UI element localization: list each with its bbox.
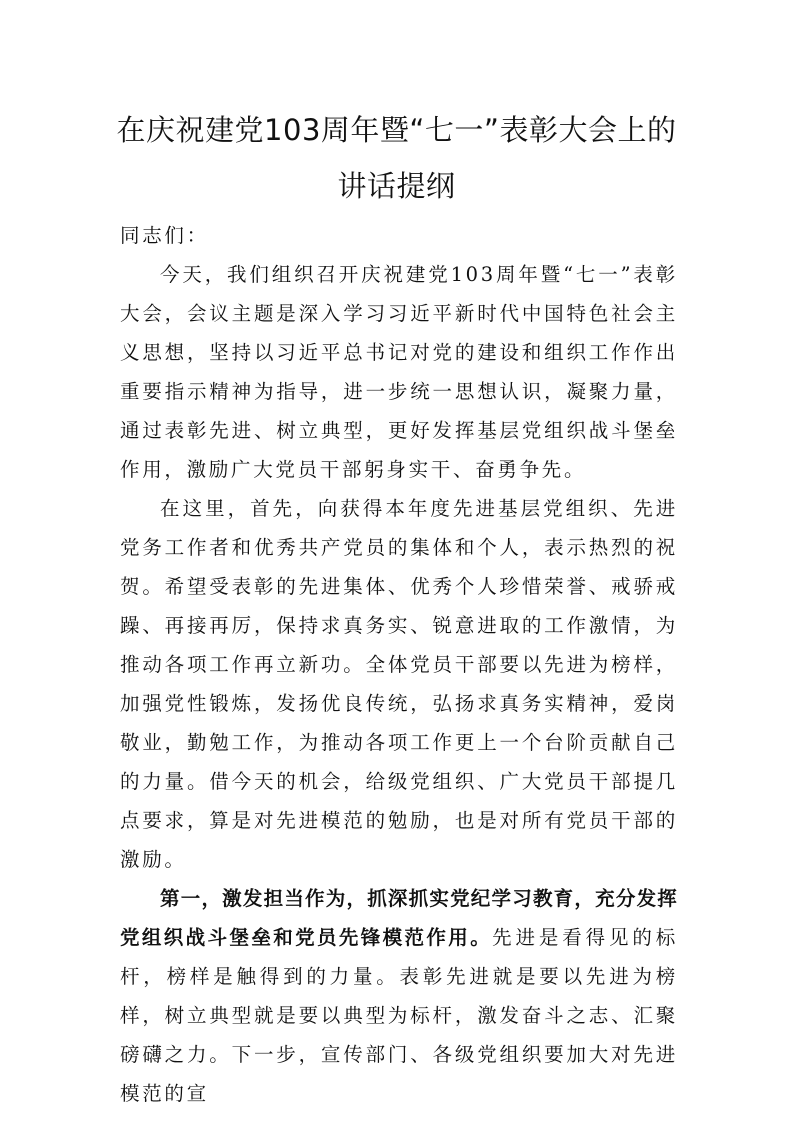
paragraph-3-text: 先进是看得见的标杆，榜样是触得到的力量。表彰先进就是要以先进为榜样，树立典型就是要以典型为标杆，激发奋斗之志、汇聚磅礴之力。下一步，宣传部门、各级党组织要加大对先进模范的宣 xyxy=(120,926,678,1105)
document-title-line-1: 在庆祝建党103周年暨“七一”表彰大会上的 xyxy=(116,113,677,147)
paragraph-1-text: 今天，我们组织召开庆祝建党103周年暨“七一”表彰大会，会议主题是深入学习习近平新时代中国特色社会主义思想，坚持以习近平总书记对党的建设和组织工作作出重要指示精神为指导，进一步统一思想认识，凝聚力量，通过表彰先进、树立典型，更好发挥基层党组织战斗堡垒作用，激励广大党员干部躬身实干、奋勇争先。 xyxy=(120,263,678,481)
paragraph-2-text: 在这里，首先，向获得本年度先进基层党组织、先进党务工作者和优秀共产党员的集体和个人，表示热烈的祝贺。希望受表彰的先进集体、优秀个人珍惜荣誉、戒骄戒躁、再接再厉，保持求真务实、锐意进取的工作激情，为推动各项工作再立新功。全体党员干部要以先进为榜样，加强党性锻炼，发扬优良传统，弘扬求真务实精神，爱岗敬业，勤勉工作，为推动各项工作更上一个台阶贡献自己的力量。借今天的机会，给级党组织、广大党员干部提几点要求，算是对先进模范的勉励，也是对所有党员干部的激励。 xyxy=(120,497,678,871)
document-body xyxy=(120,255,678,1113)
paragraph-3 xyxy=(120,879,678,1113)
paragraph-1 xyxy=(120,255,678,489)
paragraph-3-heading: 第一，激发担当作为，抓深抓实党纪学习教育，充分发挥党组织战斗堡垒和党员先锋模范作用。 xyxy=(120,887,678,949)
salutation: 同志们： xyxy=(120,224,209,247)
paragraph-2 xyxy=(120,489,678,879)
document-title-line-2: 讲话提纲 xyxy=(337,169,456,203)
